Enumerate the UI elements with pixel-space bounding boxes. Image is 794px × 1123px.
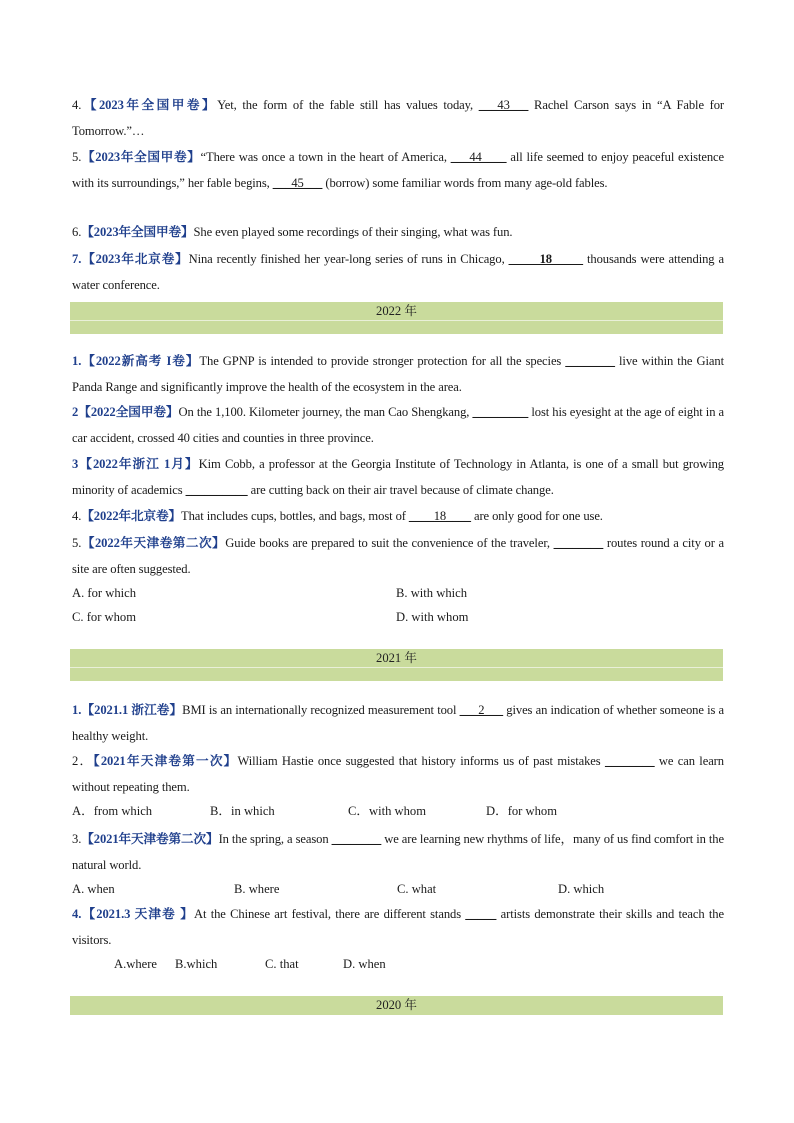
- answer-blank: _____: [465, 907, 497, 921]
- section-title: 2021 年: [376, 651, 417, 665]
- source-tag: 【2023年全国甲卷】: [81, 150, 201, 164]
- option-d[interactable]: D．for whom: [486, 804, 558, 818]
- option-c[interactable]: C. for whom: [72, 610, 137, 624]
- question-2022-4: 4.【2022年北京卷】That includes cups, bottles, and bags, most of ____18____ are only good for one use.: [72, 509, 603, 523]
- source-tag: 【2022年天津卷第二次】: [81, 536, 226, 550]
- source-tag: 【2022年浙江 1月】: [78, 457, 199, 471]
- source-tag: 【2022全国甲卷】: [78, 405, 179, 419]
- question-2022-3: 3【2022年浙江 1月】Kim Cobb, a professor at the Georgia Institute of Technology in Atlanta, is one of a small but growing minority of academics __________ are cutting back on their air travel because of climate change.: [72, 457, 724, 497]
- source-tag: 【2021年天津卷第一次】: [93, 754, 238, 768]
- answer-blank: ___45___: [272, 176, 323, 190]
- answer-blank: _____18_____: [508, 252, 583, 266]
- source-tag: 【2021年天津卷第二次】: [81, 832, 219, 846]
- source-tag: 【2023年全国甲卷】: [81, 98, 218, 112]
- source-tag: 【2023年全国甲卷】: [81, 225, 194, 239]
- question-2023-5: 5.【2023年全国甲卷】“There was once a town in the heart of America, ___44____ all life seemed to enjoy peaceful existence with its surroundings,” her fable begins, ___45___ (borrow) some familiar words from many age-old fables.: [72, 150, 725, 190]
- answer-blank: ___2___: [459, 703, 504, 717]
- section-header-2021: [70, 649, 723, 681]
- answer-blank: ___44____: [450, 150, 507, 164]
- source-tag: 【2022新高考 I卷】: [81, 354, 200, 368]
- option-c[interactable]: C．with whom: [348, 804, 427, 818]
- question-2022-1: 1.【2022新高考 I卷】The GPNP is intended to provide stronger protection for all the species ________ live within the Giant Panda Range and significantly improve the health of the ecosystem in the area.: [72, 354, 724, 394]
- answer-blank: ________: [331, 832, 382, 846]
- answer-blank: ____18____: [408, 509, 471, 523]
- source-tag: 【2021.1 浙江卷】: [81, 703, 183, 717]
- section-header-2022: [70, 302, 723, 334]
- option-a[interactable]: A．from which: [72, 804, 153, 818]
- option-a[interactable]: A. for which: [72, 586, 137, 600]
- divider: [70, 320, 723, 321]
- question-2023-6: 6.【2023年全国甲卷】She even played some recordings of their singing, what was fun.: [72, 225, 513, 239]
- answer-blank: ________: [553, 536, 604, 550]
- question-2021-3: 3.【2021年天津卷第二次】In the spring, a season ________ we are learning new rhythms of life，many of us find comfort in the natural world.: [72, 832, 724, 872]
- answer-blank: ________: [604, 754, 655, 768]
- option-a[interactable]: A.where: [114, 957, 158, 971]
- answer-blank: ________: [565, 354, 615, 368]
- source-tag: 【2021.3 天津卷 】: [81, 907, 194, 921]
- question-2022-5: 5.【2022年天津卷第二次】Guide books are prepared to suit the convenience of the traveler, ________ routes round a city or a site are often suggested.: [72, 536, 724, 576]
- option-b[interactable]: B. with which: [396, 586, 468, 600]
- option-b[interactable]: B.which: [175, 957, 218, 971]
- option-a[interactable]: A. when: [72, 882, 115, 896]
- section-title: 2020 年: [376, 998, 417, 1012]
- question-2021-2: 2．【2021年天津卷第一次】William Hastie once suggested that history informs us of past mistakes ________ we can learn without repeating them.: [72, 754, 724, 794]
- question-2021-4: 4.【2021.3 天津卷 】At the Chinese art festival, there are different stands _____ artists demonstrate their skills and teach the visitors.: [72, 907, 724, 947]
- option-b[interactable]: B．in which: [210, 804, 275, 818]
- option-d[interactable]: D. which: [558, 882, 605, 896]
- question-2021-1: 1.【2021.1 浙江卷】BMI is an internationally recognized measurement tool ___2___ gives an indication of whether someone is a healthy weight.: [72, 703, 724, 743]
- section-header-2020: [70, 996, 723, 1015]
- question-2023-4: 4.【2023年全国甲卷】Yet, the form of the fable still has values today, ___43___ Rachel Carson says in “A Fable for Tomorrow.”…: [72, 98, 724, 138]
- question-2022-2: 2【2022全国甲卷】On the 1,100. Kilometer journey, the man Cao Shengkang, _________ lost his eyesight at the age of eight in a car accident, crossed 40 cities and counties in three province.: [72, 405, 724, 445]
- source-tag: 【2023年北京卷】: [81, 252, 189, 266]
- answer-blank: __________: [185, 483, 248, 497]
- divider: [70, 667, 723, 668]
- option-c[interactable]: C. that: [265, 957, 299, 971]
- option-d[interactable]: D. when: [343, 957, 386, 971]
- option-b[interactable]: B. where: [234, 882, 280, 896]
- answer-blank: ___43___: [478, 98, 529, 112]
- option-c[interactable]: C. what: [397, 882, 437, 896]
- question-2023-7: 7.【2023年北京卷】Nina recently finished her year-long series of runs in Chicago, _____18_____ thousands were attending a water conference.: [72, 252, 724, 292]
- answer-blank: _________: [472, 405, 529, 419]
- section-title: 2022 年: [376, 304, 417, 318]
- source-tag: 【2022年北京卷】: [81, 509, 182, 523]
- option-d[interactable]: D. with whom: [396, 610, 469, 624]
